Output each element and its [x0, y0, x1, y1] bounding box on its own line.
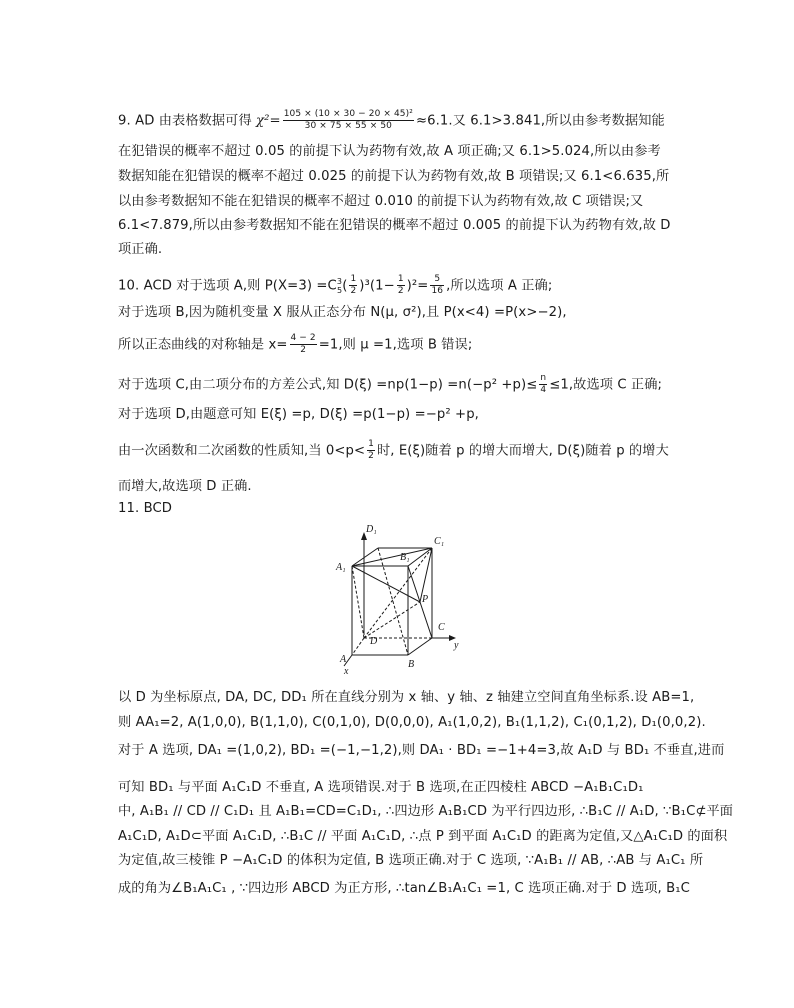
q10-line-3 — [118, 333, 472, 356]
q10-half-num-2: 1 — [397, 273, 404, 284]
q11-line-8: 成的角为∠B₁A₁C₁ , ∵四边形 ABCD 为正方形, ∴tan∠B₁A₁C₁ =1, C 选项正确.对于 D 选项, B₁C — [118, 881, 690, 896]
q9-line-6: 项正确. — [118, 242, 163, 257]
q9-after-fraction: ≈6.1.又 6.1>3.841,所以由参考数据知能 — [415, 113, 665, 129]
q10-line-5: 对于选项 D,由题意可知 E(ξ) =p, D(ξ) =p(1−p) =−p² +p, — [118, 407, 479, 422]
diag-d1-b — [378, 548, 408, 655]
q10-result-fraction — [430, 274, 444, 297]
q10-p-den: 2 — [368, 451, 374, 461]
q10-line-4 — [118, 373, 662, 396]
label-a: A — [340, 654, 347, 665]
q10-p-fraction — [367, 439, 375, 462]
q10-p-num: 1 — [368, 439, 374, 449]
q10-line-6 — [118, 439, 669, 462]
label-x: x — [344, 666, 349, 677]
q11-line-3: 对于 A 选项, DA₁ =(1,0,2), BD₁ =(−1,−1,2),则 DA₁ · BD₁ =−1+4=3,故 A₁D 与 BD₁ 不垂直,进而 — [118, 743, 725, 758]
q9-line-5: 6.1<7.879,所以由参考数据知不能在犯错误的概率不超过 0.005 的前提下认为药物有效,故 D — [118, 218, 671, 233]
q10-l1-b: ( — [342, 278, 348, 294]
q9-line-1 — [118, 109, 665, 132]
q10-line-1 — [118, 273, 552, 300]
q10-l1-d: )²= — [406, 278, 429, 294]
label-a1: A₁ — [336, 562, 346, 573]
q11-line-5: 中, A₁B₁ // CD // C₁D₁ 且 A₁B₁=CD=C₁D₁, ∴四边形 A₁B₁CD 为平行四边形, ∴B₁C // A₁D, ∵B₁C⊄平面 — [118, 804, 734, 819]
q10-axis-num: 4 − 2 — [290, 333, 316, 343]
edge-b-c — [408, 638, 432, 655]
q10-l1-c: )³(1− — [359, 278, 395, 294]
chi-fraction-denominator: 30 × 75 × 55 × 50 — [304, 121, 392, 131]
q10-half-den-2: 2 — [397, 285, 404, 296]
chi-square-symbol: χ²= — [256, 113, 281, 129]
q10-l4-a: 对于选项 C,由二项分布的方差公式,知 D(ξ) =np(1−p) =n(−p² +p)≤ — [118, 377, 538, 393]
q11-label: 11. BCD — [118, 501, 173, 516]
q10-half-num-1: 1 — [350, 273, 357, 284]
q10-axis-den: 2 — [300, 345, 307, 355]
q10-variance-num: n — [540, 373, 547, 383]
q10-l3-b: =1,则 μ =1,选项 B 错误; — [318, 337, 473, 353]
q11-line-4: 可知 BD₁ 与平面 A₁C₁D 不垂直, A 选项错误.对于 B 选项,在正四棱柱 ABCD −A₁B₁C₁D₁ — [118, 780, 644, 795]
q10-l6-a: 由一次函数和二次函数的性质知,当 0<p< — [118, 443, 366, 459]
q10-line-7: 而增大,故选项 D 正确. — [118, 479, 252, 494]
line-d-p — [364, 602, 420, 638]
q10-l1-a: 10. ACD 对于选项 A,则 P(X=3) =C — [118, 278, 337, 294]
q10-result-num: 5 — [430, 274, 444, 286]
label-b: B — [408, 659, 415, 670]
q10-variance-den: 4 — [540, 385, 547, 395]
label-y: y — [454, 640, 459, 651]
q10-result-den: 16 — [431, 285, 444, 296]
q10-half-fraction-1 — [349, 274, 357, 297]
q10-l3-a: 所以正态曲线的对称轴是 x= — [118, 337, 288, 353]
prism-figure — [330, 520, 470, 680]
q10-comb-sup: 3 — [336, 277, 343, 286]
label-d: D — [370, 636, 378, 647]
label-d1: D₁ — [366, 524, 377, 535]
q9-prefix: 9. AD 由表格数据可得 — [118, 113, 257, 129]
q10-half-den-1: 2 — [350, 285, 357, 296]
diag-a1-d — [352, 566, 364, 638]
q10-half-fraction-2 — [397, 274, 405, 297]
q9-line-2: 在犯错误的概率不超过 0.05 的前提下认为药物有效,故 A 项正确;又 6.1>5.024,所以由参考 — [118, 144, 661, 159]
q11-line-1: 以 D 为坐标原点, DA, DC, DD₁ 所在直线分别为 x 轴、y 轴、z 轴建立空间直角坐标系.设 AB=1, — [118, 690, 695, 705]
chi-square-fraction — [283, 109, 414, 132]
label-p: P — [422, 594, 429, 605]
q10-axis-fraction — [290, 333, 317, 356]
label-b1: B₁ — [400, 552, 410, 563]
q9-line-4: 以由参考数据知不能在犯错误的概率不超过 0.010 的前提下认为药物有效,故 C 项错误;又 — [118, 194, 644, 209]
q10-line-2: 对于选项 B,因为随机变量 X 服从正态分布 N(μ, σ²),且 P(x<4) =P(x>−2), — [118, 305, 567, 320]
q10-l6-b: 时, E(ξ)随着 p 的增大而增大, D(ξ)随着 p 的增大 — [376, 443, 669, 459]
label-c: C — [438, 622, 445, 633]
q10-variance-fraction — [539, 373, 547, 396]
q10-l1-e: ,所以选项 A 正确; — [446, 278, 553, 294]
chi-fraction-numerator: 105 × (10 × 30 − 20 × 45)² — [283, 109, 413, 119]
q11-line-6: A₁C₁D, A₁D⊂平面 A₁C₁D, ∴B₁C // 平面 A₁C₁D, ∴点 P 到平面 A₁C₁D 的距离为定值,又△A₁C₁D 的面积 — [118, 829, 728, 844]
q10-comb-sub: 5 — [337, 286, 343, 296]
label-c1: C₁ — [434, 536, 445, 547]
q11-line-2: 则 AA₁=2, A(1,0,0), B(1,1,0), C(0,1,0), D(0,0,0), A₁(1,0,2), B₁(1,1,2), C₁(0,1,2), D₁(0,0,2). — [118, 715, 706, 730]
edge-d-a — [352, 638, 364, 655]
q9-line-3: 数据知能在犯错误的概率不超过 0.025 的前提下认为药物有效,故 B 项错误;又 6.1<6.635,所 — [118, 169, 670, 184]
q10-l4-b: ≤1,故选项 C 正确; — [549, 377, 663, 393]
q11-line-7: 为定值,故三棱锥 P −A₁C₁D 的体积为定值, B 选项正确.对于 C 选项, ∵A₁B₁ // AB, ∴AB 与 A₁C₁ 所 — [118, 853, 704, 868]
